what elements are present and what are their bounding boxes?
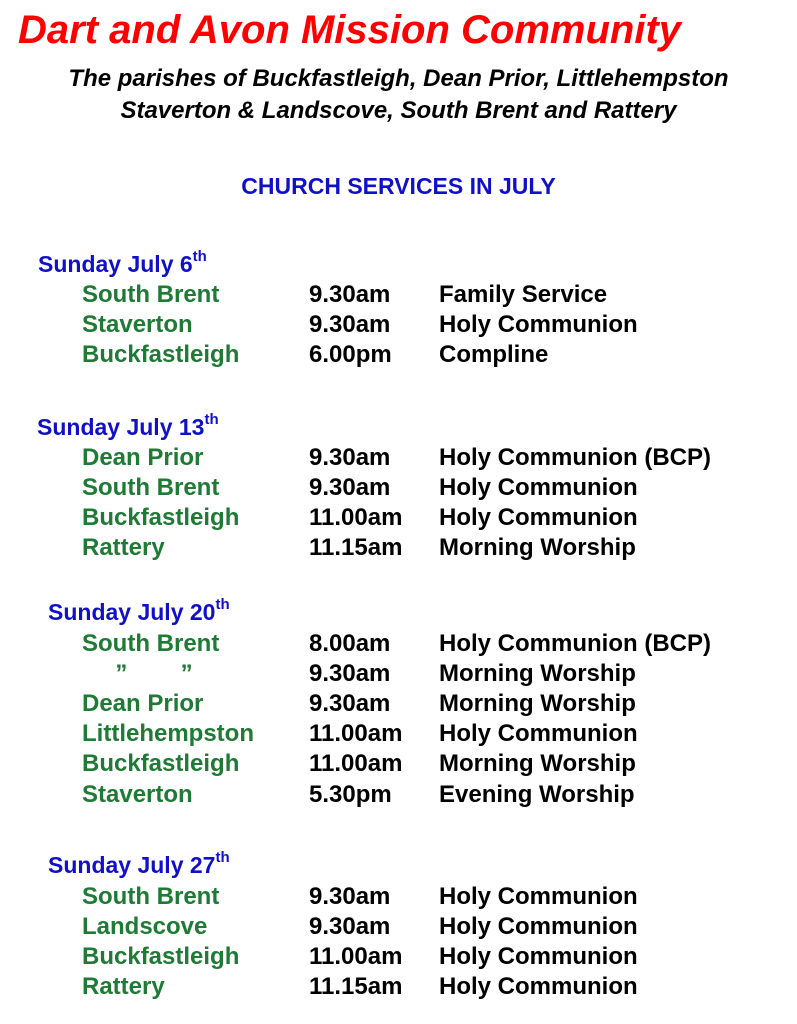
sunday-heading	[48, 851, 230, 883]
service-row	[0, 719, 797, 749]
service-name: Holy Communion	[439, 913, 638, 940]
service-row	[0, 280, 797, 310]
sunday-heading	[38, 250, 207, 282]
service-time: 9.30am	[309, 913, 391, 940]
service-time: 11.00am	[309, 750, 403, 777]
service-name: Holy Communion (BCP)	[439, 444, 711, 471]
service-time: 8.00am	[309, 630, 391, 657]
service-time: 6.00pm	[309, 341, 392, 368]
page-title: Dart and Avon Mission Community	[18, 8, 682, 52]
service-name: Holy Communion	[439, 504, 638, 531]
date-suffix: th	[215, 596, 230, 613]
date-suffix: th	[204, 411, 219, 428]
service-row	[0, 882, 797, 912]
service-location: Rattery	[82, 973, 165, 1000]
sunday-heading	[37, 413, 219, 445]
service-location: South Brent	[82, 883, 220, 910]
service-location: Buckfastleigh	[82, 504, 240, 531]
service-location: Landscove	[82, 913, 208, 940]
services-heading: CHURCH SERVICES IN JULY	[241, 173, 556, 199]
service-time: 5.30pm	[309, 781, 392, 808]
service-time: 11.15am	[309, 973, 403, 1000]
service-name: Morning Worship	[439, 534, 636, 561]
service-row	[0, 629, 797, 659]
service-location: South Brent	[82, 630, 220, 657]
parishes-line-2: Staverton & Landscove, South Brent and Rattery	[120, 97, 677, 124]
service-name: Holy Communion (BCP)	[439, 630, 711, 657]
service-time: 9.30am	[309, 281, 391, 308]
service-location: ” ”	[82, 660, 193, 687]
service-name: Morning Worship	[439, 690, 636, 717]
service-name: Family Service	[439, 281, 608, 308]
service-location: Buckfastleigh	[82, 943, 240, 970]
service-location: Dean Prior	[82, 444, 204, 471]
service-name: Holy Communion	[439, 973, 638, 1000]
date-suffix: th	[215, 849, 230, 866]
service-time: 9.30am	[309, 660, 391, 687]
service-row	[0, 443, 797, 473]
service-name: Holy Communion	[439, 720, 638, 747]
service-time: 11.15am	[309, 534, 403, 561]
sunday-date: Sunday July 13	[37, 414, 205, 440]
service-row	[0, 749, 797, 779]
service-row	[0, 503, 797, 533]
service-time: 9.30am	[309, 690, 391, 717]
service-name: Holy Communion	[439, 474, 638, 501]
service-row	[0, 912, 797, 942]
sunday-date: Sunday July 27	[48, 852, 216, 878]
service-location: Buckfastleigh	[82, 341, 240, 368]
service-location: South Brent	[82, 281, 220, 308]
service-row	[0, 689, 797, 719]
date-suffix: th	[192, 248, 207, 265]
service-location: Staverton	[82, 311, 193, 338]
service-time: 9.30am	[309, 883, 391, 910]
service-name: Compline	[439, 341, 549, 368]
parishes-line-1: The parishes of Buckfastleigh, Dean Prior, Littlehempston	[68, 65, 729, 92]
service-time: 9.30am	[309, 444, 391, 471]
service-name: Holy Communion	[439, 883, 638, 910]
service-location: Staverton	[82, 781, 193, 808]
service-time: 11.00am	[309, 720, 403, 747]
service-name: Morning Worship	[439, 750, 636, 777]
service-row	[0, 972, 797, 1002]
service-row	[0, 533, 797, 563]
service-row	[0, 780, 797, 810]
service-location: South Brent	[82, 474, 220, 501]
service-name: Evening Worship	[439, 781, 635, 808]
service-location: Rattery	[82, 534, 165, 561]
service-time: 11.00am	[309, 504, 403, 531]
service-row	[0, 310, 797, 340]
service-name: Holy Communion	[439, 311, 638, 338]
sunday-date: Sunday July 6	[38, 251, 193, 277]
service-row	[0, 340, 797, 370]
service-name: Morning Worship	[439, 660, 636, 687]
sunday-heading	[48, 598, 230, 630]
service-time: 9.30am	[309, 474, 391, 501]
service-location: Dean Prior	[82, 690, 204, 717]
service-time: 11.00am	[309, 943, 403, 970]
service-location: Littlehempston	[82, 720, 254, 747]
service-row	[0, 473, 797, 503]
service-row	[0, 659, 797, 689]
sunday-date: Sunday July 20	[48, 599, 216, 625]
service-row	[0, 942, 797, 972]
service-time: 9.30am	[309, 311, 391, 338]
service-location: Buckfastleigh	[82, 750, 240, 777]
service-name: Holy Communion	[439, 943, 638, 970]
